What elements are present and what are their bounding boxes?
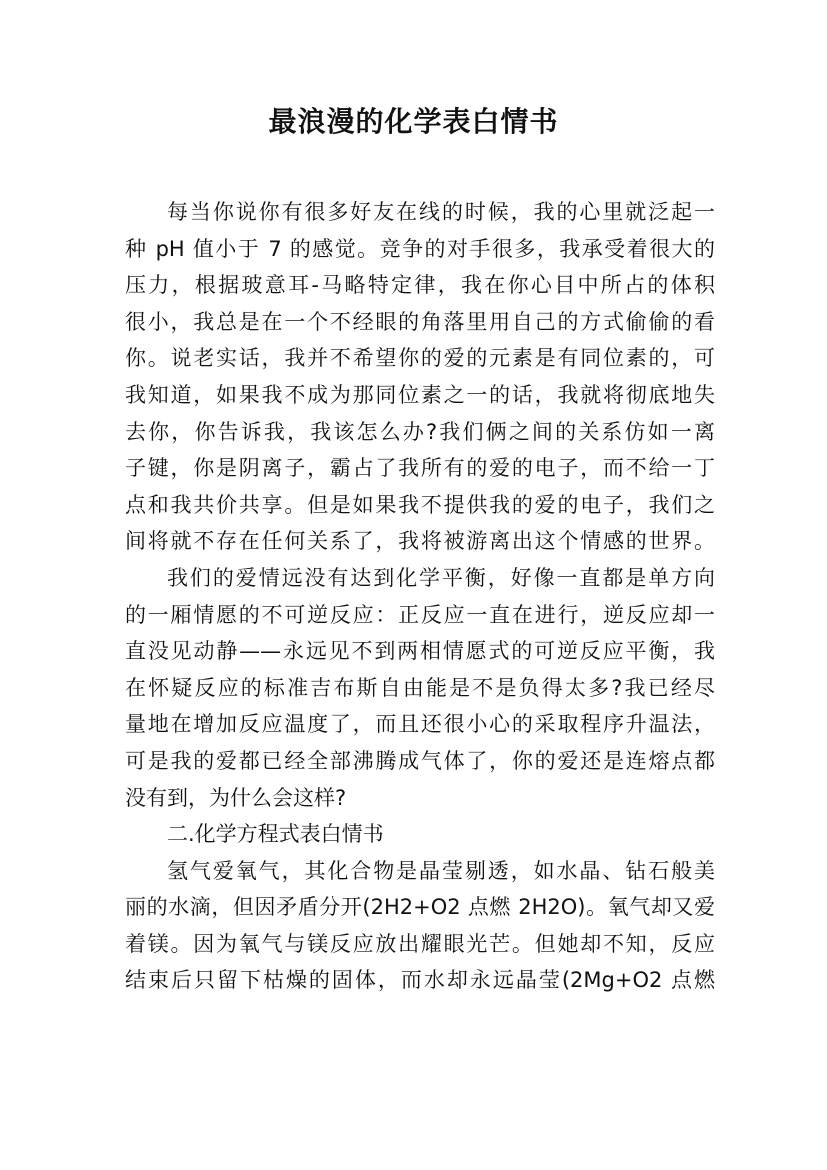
- paragraph-1-line-7: 去你，你告诉我，我该怎么办?我们俩之间的关系仿如一离: [125, 419, 715, 444]
- paragraph-3-line-3: 着镁。因为氧气与镁反应放出耀眼光芒。但她却不知，反应: [125, 931, 715, 956]
- document-body: [125, 194, 715, 999]
- paragraph-1-line-3: 压力，根据玻意耳-马略特定律，我在你心目中所占的体积: [125, 273, 715, 298]
- paragraph-1-line-8: 子键，你是阴离子，霸占了我所有的爱的电子，而不给一丁: [125, 456, 715, 481]
- paragraph-1-line-9: 点和我共价共享。但是如果我不提供我的爱的电子，我们之: [125, 492, 715, 517]
- paragraph-1-line-4: 很小，我总是在一个不经眼的角落里用自己的方式偷偷的看: [125, 309, 715, 334]
- paragraph-2-line-7: 没有到，为什么会这样?: [125, 785, 347, 810]
- paragraph-3-line-4: 结束后只留下枯燥的固体，而水却永远晶莹(2Mg+O2 点燃: [125, 968, 715, 993]
- paragraph-2-line-5: 量地在增加反应温度了，而且还很小心的采取程序升温法，: [125, 712, 715, 737]
- paragraph-2-line-2: 的一厢情愿的不可逆反应：正反应一直在进行，逆反应却一: [125, 602, 715, 627]
- section-heading: 二.化学方程式表白情书: [167, 822, 384, 847]
- paragraph-2-line-3: 直没见动静——永远见不到两相情愿式的可逆反应平衡，我: [125, 639, 715, 664]
- paragraph-2-line-6: 可是我的爱都已经全部沸腾成气体了，你的爱还是连熔点都: [125, 748, 715, 773]
- paragraph-3-line-1: 氢气爱氧气，其化合物是晶莹剔透，如水晶、钻石般美: [167, 858, 715, 883]
- document-title: 最浪漫的化学表白情书: [268, 105, 559, 138]
- paragraph-1-line-6: 我知道，如果我不成为那同位素之一的话，我就将彻底地失: [125, 382, 715, 407]
- paragraph-3-line-2: 丽的水滴，但因矛盾分开(2H2+O2 点燃 2H2O)。氧气却又爱: [125, 895, 715, 920]
- paragraph-1-line-1: 每当你说你有很多好友在线的时候，我的心里就泛起一: [167, 200, 715, 224]
- paragraph-1-line-5: 你。说老实话，我并不希望你的爱的元素是有同位素的，可: [125, 346, 715, 371]
- paragraph-1-line-10: 间将就不存在任何关系了，我将被游离出这个情感的世界。: [125, 529, 715, 554]
- paragraph-1-line-2: 种 pH 值小于 7 的感觉。竞争的对手很多，我承受着很大的: [125, 236, 715, 261]
- paragraph-2-line-1: 我们的爱情远没有达到化学平衡，好像一直都是单方向: [167, 565, 715, 590]
- paragraph-2-line-4: 在怀疑反应的标准吉布斯自由能是不是负得太多?我已经尽: [125, 675, 715, 700]
